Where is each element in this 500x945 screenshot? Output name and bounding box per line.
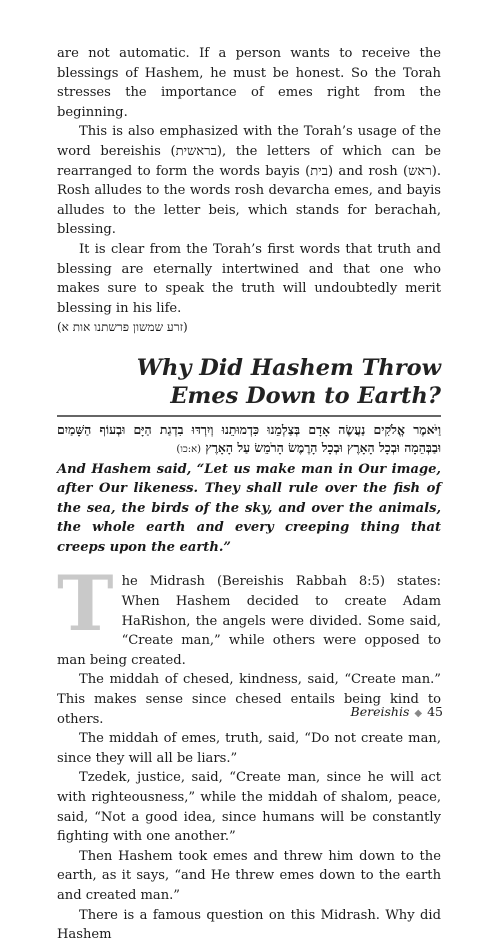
heading-rule xyxy=(57,415,441,417)
footer-book-title: Bereishis xyxy=(350,704,410,719)
page-number: 45 xyxy=(427,704,443,719)
midrash-paragraph-1 xyxy=(57,559,441,670)
paragraph-1: are not automatic. If a person wants to receive the blessings of Hashem, he must be honest. So the Torah stresses the importance of emes right from the beginning. xyxy=(57,46,441,120)
midrash-paragraph-4: Tzedek, justice, said, “Create man, since he will act with righteousness,” while the middah of shalom, peace, said, “Not a good idea, since humans will be constantly fighting with one another.” xyxy=(57,770,441,845)
page-body xyxy=(57,44,441,945)
heading-line-1: Why Did Hashem Throw xyxy=(136,354,441,381)
midrash-paragraph-1-text: he Midrash (Bereishis Rabbah 8:5) states: When Hashem decided to create Adam HaRishon, the angels were divided. Some said, “Create man,” while others were opposed to man being created. xyxy=(57,574,441,668)
verse-translation: And Hashem said, “Let us make man in Our image, after Our likeness. They shall rule over the fish of the sea, the birds of the sky, and over the animals, the whole earth and every creeping thing that creeps upon the earth.” xyxy=(57,461,441,555)
source-reference: (זרע שמשון פרשתנו אות א) xyxy=(57,320,188,335)
spacer xyxy=(57,557,441,572)
midrash-paragraph-5: Then Hashem took emes and threw him down to the earth, as it says, “and He threw emes down to the earth and created man.” xyxy=(57,848,441,903)
diamond-icon: ◆ xyxy=(414,708,423,719)
section-heading xyxy=(57,354,441,410)
midrash-paragraph-3: The middah of emes, truth, said, “Do not create man, since they will all be liars.” xyxy=(57,731,441,766)
hebrew-verse-text: וַיֹּאמֶר אֱלֹקִים נַעֲשֶׂה אָדָם בְּצַלְמֵנוּ כִּדְמוּתֵנוּ וְיִרְדּוּ בִדְגַת הַיָּם וּבְעוֹף הַשָּׁמַיִם וּבַבְּהֵמָה וּבְכָל הָאָרֶץ וּבְכָל הָרֶמֶשׂ הָרֹמֵשׂ עַל הָאָרֶץ xyxy=(57,421,441,455)
heading-line-2: Emes Down to Earth? xyxy=(170,382,441,409)
drop-cap: T xyxy=(57,559,114,649)
page-footer xyxy=(351,702,443,724)
paragraph-2: This is also emphasized with the Torah’s usage of the word bereishis (בראשית), the letters of which can be rearranged to form the words bayis (בית) and rosh (ראש). Rosh alludes to the words rosh devarcha emes, and bayis alludes to the letter beis, which stands for berachah, blessing. xyxy=(57,124,441,238)
paragraph-3: It is clear from the Torah’s first words that truth and blessing are eternally intertwined and that one who makes sure to speak the truth will undoubtedly merit blessing in his life. xyxy=(57,241,441,316)
hebrew-verse-ref: (א:כו) xyxy=(176,443,202,455)
midrash-paragraph-2: The middah of chesed, kindness, said, “Create man.” This makes sense since chesed entails being kind to others. xyxy=(57,672,441,727)
hebrew-verse xyxy=(57,421,441,459)
midrash-paragraph-6: There is a famous question on this Midrash. Why did Hashem xyxy=(57,907,441,943)
